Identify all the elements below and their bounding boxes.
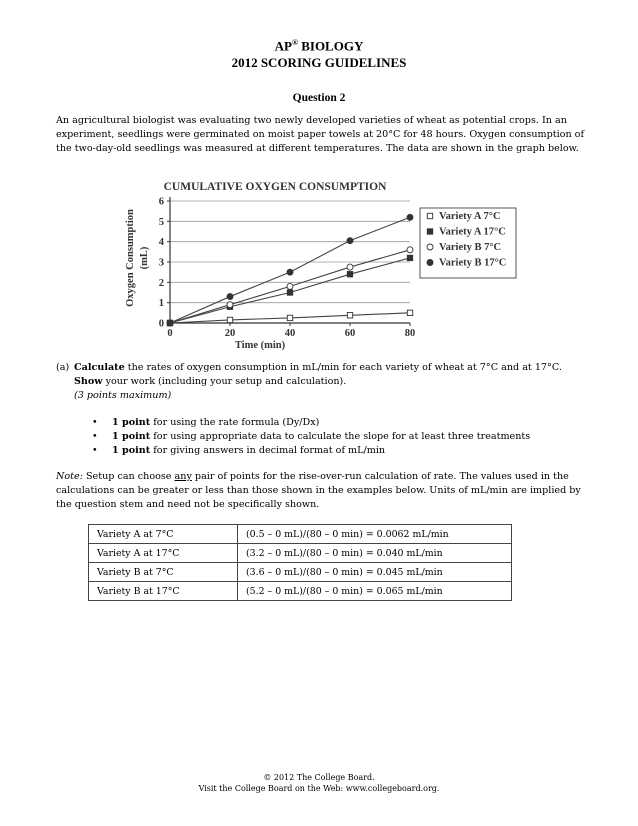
chart-title: CUMULATIVE OXYGEN CONSUMPTION [163, 181, 387, 193]
legend-entry: Variety A 17°C [439, 226, 506, 238]
y-tick-label: 1 [158, 298, 164, 310]
rate-calculation-table [88, 524, 512, 601]
intro-paragraph: An agricultural biologist was evaluating two newly developed varieties of wheat as potential crops. In an experiment, seedlings were germinated on moist paper towels at 20°C for 48 hours. Oxygen consumption of the two-day-old seedlings was measured at different temperatures. The data are shown in the graph below. [56, 115, 585, 155]
y-tick-label: 2 [158, 277, 164, 289]
chart-series [167, 214, 413, 326]
data-point [347, 272, 352, 277]
legend-marker [427, 213, 432, 218]
question-number: Question 2 [292, 92, 346, 104]
bullet-item: • 1 point for using the rate formula (Dy/Dx) [92, 417, 320, 428]
data-point [407, 247, 413, 253]
data-point [347, 313, 352, 318]
x-tick-label: 40 [284, 328, 296, 339]
y-tick-label: 5 [158, 216, 164, 228]
table-row [89, 582, 512, 601]
header-subtitle: 2012 SCORING GUIDELINES [231, 55, 407, 70]
bullet-item: • 1 point for giving answers in decimal format of mL/min [92, 445, 386, 457]
part-a-label: (a) [56, 362, 70, 373]
legend-marker [427, 244, 433, 250]
legend-marker [427, 260, 433, 266]
table-cell-calc: (5.2 – 0 mL)/(80 – 0 min) = 0.065 mL/min [238, 582, 512, 601]
bullet-item: • 1 point for using appropriate data to calculate the slope for at least three treatments [92, 431, 531, 443]
legend-entry: Variety B 7°C [439, 242, 502, 253]
legend-entry: Variety B 17°C [439, 257, 507, 269]
chart-x-axis-label: Time (min) [234, 340, 286, 351]
part-a-prompt: Calculate the rates of oxygen consumption in mL/min for each variety of wheat at 7°C and at 17°C. Show your work (including your setup and calculation). (3 points maximum) [74, 362, 562, 402]
data-point [167, 320, 173, 326]
x-tick-label: 60 [344, 328, 356, 339]
table-cell-calc: (0.5 – 0 mL)/(80 – 0 min) = 0.0062 mL/min [238, 525, 512, 544]
y-tick-label: 0 [158, 318, 164, 330]
table-cell-variety: Variety B at 7°C [89, 563, 238, 582]
note-paragraph: Note: Setup can choose any pair of points for the rise-over-run calculation of rate. The values used in the calculations can be greater or less than those shown in the examples below. Units of mL/min are implied by the question stem and need not be specifically shown. [56, 471, 581, 511]
x-tick-label: 20 [224, 328, 236, 339]
header-title: AP® BIOLOGY [274, 38, 364, 54]
data-point [227, 302, 233, 308]
footer-copyright: © 2012 The College Board. [263, 773, 375, 782]
legend-entry: Variety A 7°C [439, 211, 501, 222]
table-row [89, 525, 512, 544]
x-tick-label: 0 [167, 328, 173, 339]
y-tick-label: 3 [158, 257, 164, 269]
y-tick-label: 6 [158, 196, 164, 208]
data-point [227, 317, 232, 322]
data-point [287, 283, 293, 289]
data-point [407, 255, 412, 260]
table-cell-calc: (3.2 – 0 mL)/(80 – 0 min) = 0.040 mL/min [238, 544, 512, 563]
max-points: (3 points maximum) [74, 390, 172, 402]
data-point [287, 315, 292, 320]
oxygen-consumption-chart [120, 176, 520, 354]
footer-website: Visit the College Board on the Web: www.collegeboard.org. [198, 784, 440, 793]
data-point [407, 310, 412, 315]
chart-legend [420, 208, 516, 278]
data-point [347, 264, 353, 270]
table-cell-variety: Variety A at 7°C [89, 525, 238, 544]
data-point [287, 290, 292, 295]
table-cell-variety: Variety B at 17°C [89, 582, 238, 601]
show-word: Show [74, 376, 103, 388]
x-tick-label: 80 [404, 328, 416, 339]
table-row [89, 563, 512, 582]
y-tick-label: 4 [158, 237, 164, 249]
data-point [407, 214, 413, 220]
data-point [287, 269, 293, 275]
table-cell-calc: (3.6 – 0 mL)/(80 – 0 min) = 0.045 mL/min [238, 563, 512, 582]
scoring-bullets [92, 416, 572, 459]
calculate-word: Calculate [74, 362, 125, 373]
table-row [89, 544, 512, 563]
data-point [227, 294, 233, 300]
legend-marker [427, 229, 432, 234]
data-point [347, 238, 353, 244]
table-cell-variety: Variety A at 17°C [89, 544, 238, 563]
chart-y-axis-label: Oxygen Consumption [125, 209, 136, 307]
chart-y-axis-unit: (mL) [139, 246, 150, 270]
